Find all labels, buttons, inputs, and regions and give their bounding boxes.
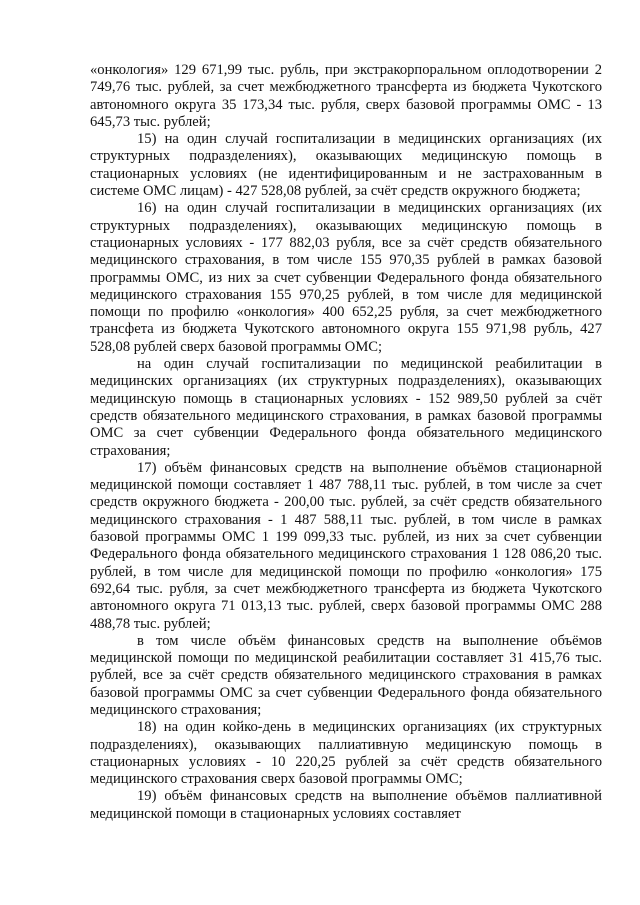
paragraph-item-15: 15) на один случай госпитализации в медицинских организациях (их структурных подразделениях), оказывающих медицинскую помощь в стационарных условиях (не идентифицированным и не застрахованным в системе ОМС лицам) - 427 528,08 рублей, за счёт средств окружного бюджета;: [90, 131, 602, 200]
document-page: [90, 62, 602, 823]
paragraph-item-19: 19) объём финансовых средств на выполнение объёмов паллиативной медицинской помощи в стационарных условиях составляет: [90, 788, 602, 822]
paragraph-item-16: 16) на один случай госпитализации в медицинских организациях (их структурных подразделениях), оказывающих медицинскую помощь в стационарных условиях - 177 882,03 рубля, все за счёт средств обязательного медицинского страхования, в том числе 155 970,35 рублей в рамках базовой программы ОМС, из них за счет субвенции Федерального фонда обязательного медицинского страхования 155 970,25 рублей, в том числе для медицинской помощи по профилю «онкология» 400 652,25 рубля, за счет межбюджетного трансфета из бюджета Чукотского автономного округа 155 971,98 рубль, 427 528,08 рублей сверх базовой программы ОМС;: [90, 200, 602, 355]
paragraph-oncology-continuation: «онкология» 129 671,99 тыс. рубль, при экстракорпоральном оплодотворении 2 749,76 тыс. рублей, за счет межбюджетного трансферта из бюджета Чукотского автономного округа 35 173,34 тыс. рубля, сверх базовой программы ОМС - 13 645,73 тыс. рублей;: [90, 62, 602, 130]
paragraph-rehabilitation-case: на один случай госпитализации по медицинской реабилитации в медицинских организациях (их структурных подразделениях), оказывающих медицинскую помощь в стационарных условиях - 152 989,50 рублей за счёт средств обязательного медицинского страхования, в рамках базовой программы ОМС за счет субвенции Федерального фонда обязательного медицинского страхования;: [90, 356, 602, 459]
paragraph-item-18: 18) на один койко-день в медицинских организациях (их структурных подразделениях), оказывающих паллиативную медицинскую помощь в стационарных условиях - 10 220,25 рублей за счёт средств обязательного медицинского страхования сверх базовой программы ОМС;: [90, 719, 602, 788]
paragraph-rehabilitation-volume: в том числе объём финансовых средств на выполнение объёмов медицинской помощи по медицинской реабилитации составляет 31 415,76 тыс. рублей, все за счёт средств обязательного медицинского страхования в рамках базовой программы ОМС за счет субвенции Федерального фонда обязательного медицинского страхования;: [90, 632, 602, 718]
paragraph-item-17: 17) объём финансовых средств на выполнение объёмов стационарной медицинской помощи составляет 1 487 788,11 тыс. рублей, в том числе за счет средств окружного бюджета - 200,00 тыс. рублей, за счёт средств обязательного медицинского страхования - 1 487 588,11 тыс. рублей, в том числе в рамках базовой программы ОМС 1 199 099,33 тыс. рублей, из них за счет субвенции Федерального фонда обязательного медицинского страхования 1 128 086,20 тыс. рублей, в том числе для медицинской помощи по профилю «онкология» 175 692,64 тыс. рубля, за счет межбюджетного трансферта из бюджета Чукотского автономного округа 71 013,13 тыс. рублей, сверх базовой программы ОМС 288 488,78 тыс. рублей;: [90, 459, 602, 632]
